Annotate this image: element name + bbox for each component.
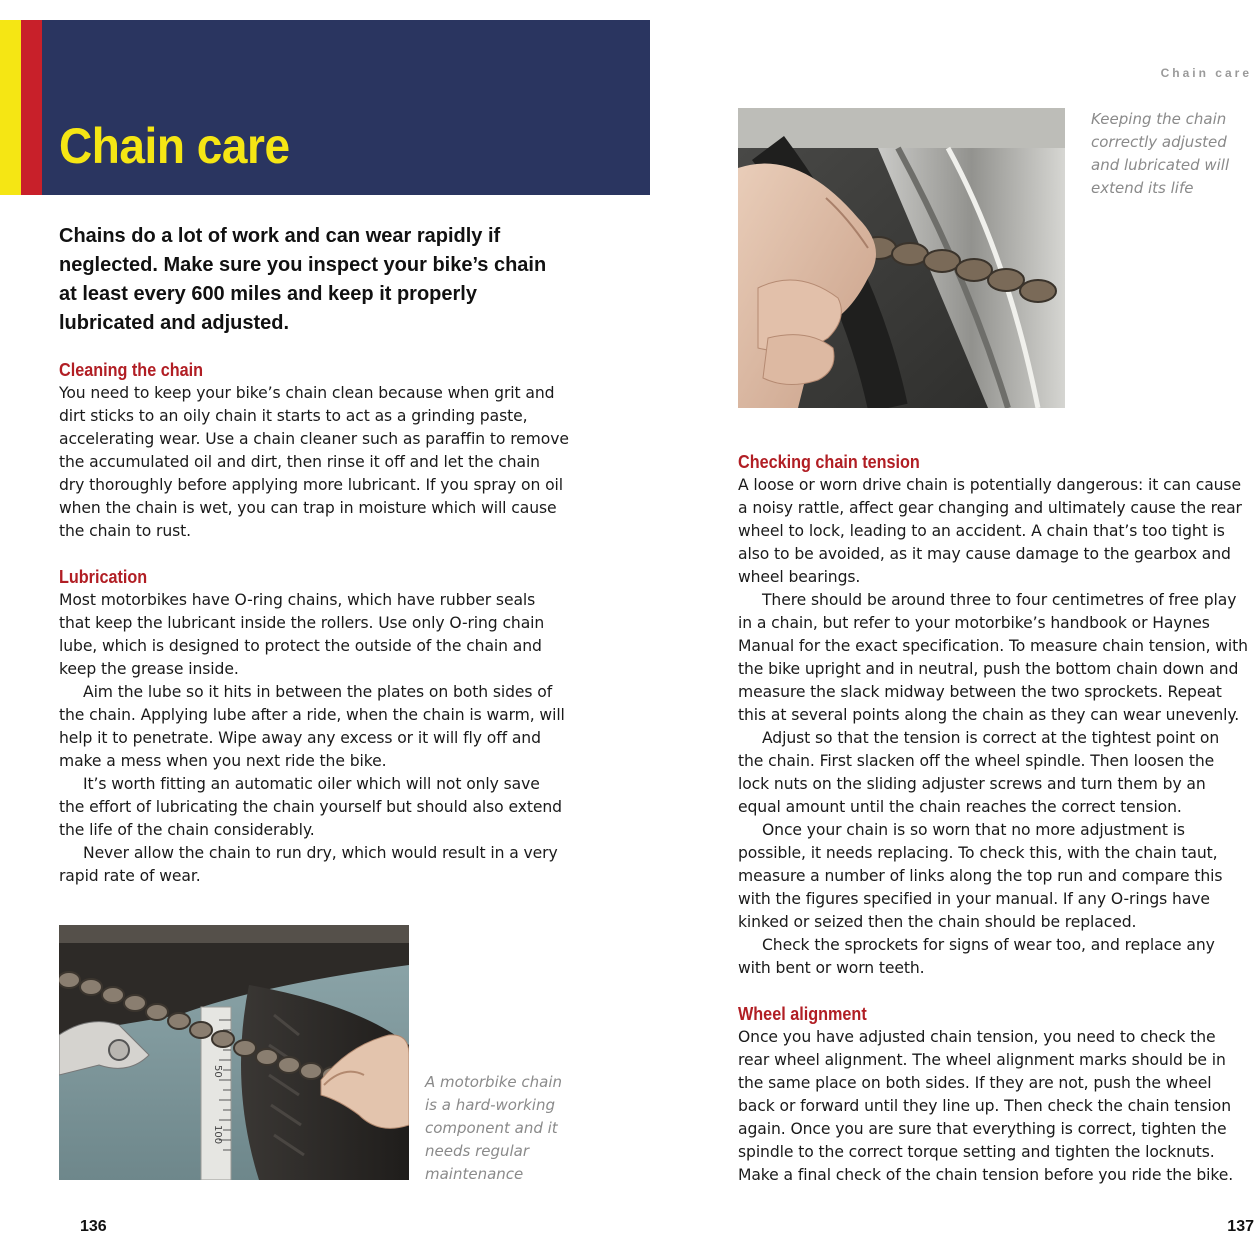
heading-alignment: Wheel alignment (738, 1004, 867, 1024)
chain-photo-top (738, 108, 1065, 408)
lubrication-paragraph-2: Aim the lube so it hits in between the plates on both sides of the chain. Applying lube after a ride, when the chain is warm, will help it to penetrate. Wipe away any excess or it will fly off and make a mess when you next ride the bike. (59, 683, 565, 770)
tension-paragraph-1: A loose or worn drive chain is potentially dangerous: it can cause a noisy rattle, affect gear changing and ultimately cause the rear wheel to lock, leading to an accident. A chain that’s too tight is also to be avoided, as it may cause damage to the gearbox and wheel bearings. (738, 476, 1242, 586)
left-column (59, 358, 569, 888)
tension-paragraph-3: Adjust so that the tension is correct at the tightest point on the chain. First slacken off the wheel spindle. Then loosen the lock nuts on the sliding adjuster screws and turn them by an equal amount until the chain reaches the correct tension. (738, 729, 1220, 816)
lubrication-paragraph-1: Most motorbikes have O-ring chains, which have rubber seals that keep the lubricant inside the rollers. Use only O-ring chain lube, which is designed to protect the outside of the chain and keep the grease inside. (59, 591, 545, 678)
red-stripe (21, 20, 42, 195)
lubrication-paragraph-3: It’s worth fitting an automatic oiler which will not only save the effort of lubricating the chain yourself but should also extend the life of the chain considerably. (59, 775, 562, 839)
caption-top-right: Keeping the chain correctly adjusted and lubricated will extend its life (1091, 110, 1230, 197)
chain-ruler-illustration (59, 925, 409, 1180)
heading-tension: Checking chain tension (738, 452, 920, 472)
tension-paragraph-5: Check the sprockets for signs of wear too, and replace any with bent or worn teeth. (738, 936, 1215, 977)
header-banner (0, 20, 650, 195)
ruler-mark-100: 100 (212, 1125, 223, 1145)
yellow-stripe (0, 20, 21, 195)
chain-photo-bottom (59, 925, 409, 1180)
running-head: Chain care (1160, 66, 1252, 80)
intro-paragraph: Chains do a lot of work and can wear rapidly if neglected. Make sure you inspect your bike’s chain at least every 600 miles and keep it properly lubricated and adjusted. (59, 225, 547, 334)
page-title: Chain care (59, 118, 290, 174)
ruler-mark-50: 50 (212, 1065, 223, 1078)
tension-paragraph-2: There should be around three to four centimetres of free play in a chain, but refer to your motorbike’s handbook or Haynes Manual for the exact specification. To measure chain tension, with the bike upright and in neutral, push the bottom chain down and measure the slack midway between the two sprockets. Repeat this at several points along the chain as they can wear unevenly. (738, 591, 1248, 724)
page-number-left: 136 (80, 1218, 107, 1235)
heading-lubrication: Lubrication (59, 567, 148, 587)
caption-bottom-left: A motorbike chain is a hard-working component and it needs regular maintenance (425, 1073, 563, 1183)
chain-hand-illustration (738, 108, 1065, 408)
alignment-paragraph-1: Once you have adjusted chain tension, you need to check the rear wheel alignment. The wheel alignment marks should be in the same place on both sides. If they are not, push the wheel back or forward until they line up. Then check the chain tension again. Once you are sure that everything is correct, tighten the spindle to the correct torque setting and tighten the locknuts. Make a final check of the chain tension before you ride the bike. (738, 1028, 1234, 1184)
heading-cleaning: Cleaning the chain (59, 360, 204, 380)
tension-paragraph-4: Once your chain is so worn that no more adjustment is possible, it needs replacing. To check this, with the chain taut, measure a number of links along the top run and compare this with the figures specified in your manual. If any O-rings have kinked or seized then the chain should be replaced. (738, 821, 1223, 931)
lubrication-paragraph-4: Never allow the chain to run dry, which would result in a very rapid rate of wear. (59, 844, 558, 885)
cleaning-paragraph-1: You need to keep your bike’s chain clean because when grit and dirt sticks to an oily chain it starts to act as a grinding paste, accelerating wear. Use a chain cleaner such as paraffin to remove the accumulated oil and dirt, then rinse it off and let the chain dry thoroughly before applying more lubricant. If you spray on oil when the chain is wet, you can trap in moisture which will cause the chain to rust. (59, 384, 569, 540)
page-number-right: 137 (1227, 1218, 1254, 1235)
right-column (738, 450, 1248, 1187)
